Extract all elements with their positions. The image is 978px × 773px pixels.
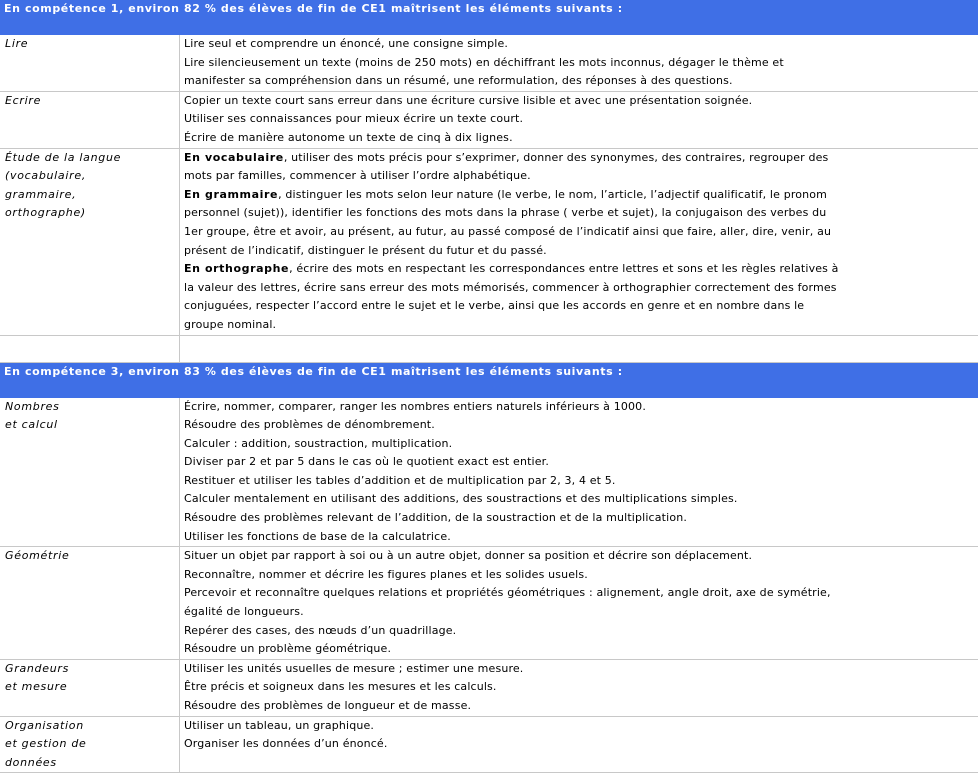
row-label: Ecrire [0, 92, 180, 148]
section-1-header: En compétence 1, environ 82 % des élèves de fin de CE1 maîtrisent les éléments suivants : [0, 0, 978, 35]
row-label: Organisation et gestion de données [0, 717, 180, 773]
row-organisation-donnees [0, 717, 978, 773]
row-content: Utiliser un tableau, un graphique. Organiser les données d’un énoncé. [184, 718, 388, 751]
row-ecrire [0, 92, 978, 149]
row-grandeurs-mesure [0, 660, 978, 717]
blank-spacer-row [0, 336, 978, 363]
row-lire [0, 35, 978, 92]
row-content: Copier un texte court sans erreur dans une écriture cursive lisible et avec une présentation soignée. Utiliser ses connaissances pour mieux écrire un texte court. Écrire de manière autonome un texte de cinq à dix lignes. [184, 93, 753, 144]
row-content: En vocabulaire, utiliser des mots précis pour s’exprimer, donner des synonymes, des contraires, regrouper des mots par familles, commencer à utiliser l’ordre alphabétique. En grammaire, distinguer les mots selon leur nature (le verbe, le nom, l’article, l’adjectif qualificatif, le pronom personnel (sujet)), identifier les fonctions des mots dans la phrase ( verbe et sujet), la conjugaison des verbes du 1er groupe, être et avoir, au présent, au futur, au passé composé de l’indicatif ainsi que faire, aller, dire, venir, au présent de l’indicatif, distinguer le présent du futur et du passé. En orthographe, écrire des mots en respectant les correspondances entre lettres et sons et les règles relatives à la valeur des lettres, écrire sans erreur des mots mémorisés, commencer à orthographier correctement des formes conjuguées, respecter l’accord entre le sujet et le verbe, ainsi que les accords en genre et en nombre dans le groupe nominal. [184, 150, 839, 331]
row-content: Écrire, nommer, comparer, ranger les nombres entiers naturels inférieurs à 1000. Résoudre des problèmes de dénombrement. Calculer : addition, soustraction, multiplication. Diviser par 2 et par 5 dans le cas où le quotient exact est entier. Restituer et utiliser les tables d’addition et de multiplication par 2, 3, 4 et 5. Calculer mentalement en utilisant des additions, des soustractions et des multiplications simples. Résoudre des problèmes relevant de l’addition, de la soustraction et de la multiplication. Utiliser les fonctions de base de la calculatrice. [184, 399, 738, 543]
row-content: Situer un objet par rapport à soi ou à un autre objet, donner sa position et décrire son déplacement. Reconnaître, nommer et décrire les figures planes et les solides usuels. Percevoir et reconnaître quelques relations et propriétés géométriques : alignement, angle droit, axe de symétrie, égalité de longueurs. Repérer des cases, des nœuds d’un quadrillage. Résoudre un problème géométrique. [184, 549, 831, 656]
row-label: Étude de la langue (vocabulaire, grammaire, orthographe) [0, 149, 180, 335]
row-geometrie [0, 547, 978, 660]
vocabulaire-heading: En vocabulaire [184, 150, 284, 164]
row-nombres-calcul [0, 398, 978, 548]
row-content: Lire seul et comprendre un énoncé, une consigne simple. Lire silencieusement un texte (moins de 250 mots) en déchiffrant les mots inconnus, dégager le thème et manifester sa compréhension dans un résumé, une reformulation, des réponses à des questions. [184, 37, 784, 88]
blank-cell [0, 336, 180, 362]
grammaire-heading: En grammaire [184, 187, 279, 201]
row-label: Grandeurs et mesure [0, 660, 180, 716]
section-3-header: En compétence 3, environ 83 % des élèves de fin de CE1 maîtrisent les éléments suivants : [0, 363, 978, 398]
row-label: Nombres et calcul [0, 398, 180, 547]
row-label: Lire [0, 35, 180, 91]
blank-cell [180, 336, 978, 362]
row-content: Utiliser les unités usuelles de mesure ; estimer une mesure. Être précis et soigneux dans les mesures et les calculs. Résoudre des problèmes de longueur et de masse. [184, 661, 524, 712]
row-label: Géométrie [0, 547, 180, 659]
orthographe-heading: En orthographe [184, 262, 290, 276]
row-etude-langue [0, 149, 978, 336]
